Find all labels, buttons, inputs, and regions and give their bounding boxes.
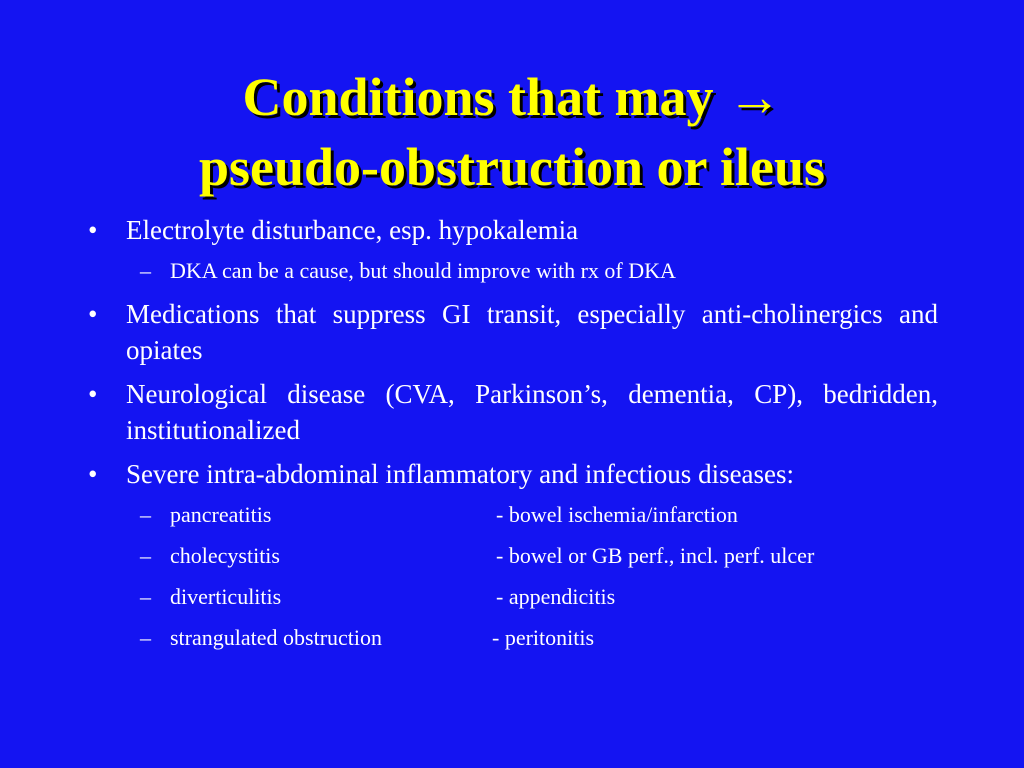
- bullet-item-neurological: [86, 376, 938, 448]
- bullet-item-intra-abdominal: [86, 456, 938, 492]
- bullet-icon: •: [88, 299, 98, 329]
- condition-left: strangulated obstruction: [170, 625, 383, 650]
- dash-icon: –: [140, 258, 151, 283]
- sub-item-pancreatitis: [86, 500, 938, 530]
- condition-left: pancreatitis: [170, 502, 272, 527]
- dash-icon: –: [140, 543, 151, 568]
- bullet-list: [86, 212, 938, 664]
- title-line-2: pseudo-obstruction or ileus: [198, 137, 826, 197]
- bullet-icon: •: [88, 215, 98, 245]
- sub-item-strangulated-obstruction: [86, 623, 938, 653]
- dash-icon: –: [140, 625, 151, 650]
- sub-item-dka: [86, 256, 938, 286]
- bullet-text: Electrolyte disturbance, esp. hypokalemia: [126, 215, 579, 245]
- title-line-1: [0, 62, 1024, 132]
- bullet-text: Medications that suppress GI transit, especially anti-cholinergics and opiates: [126, 299, 938, 365]
- condition-right: - bowel ischemia/infarction: [496, 502, 738, 527]
- bullet-text: Neurological disease (CVA, Parkinson’s, dementia, CP), bedridden, institutionalized: [126, 379, 938, 445]
- bullet-item-medications: [86, 296, 938, 368]
- condition-left: cholecystitis: [170, 543, 280, 568]
- bullet-text: Severe intra-abdominal inflammatory and infectious diseases:: [126, 459, 795, 489]
- sub-item-text: DKA can be a cause, but should improve with rx of DKA: [170, 258, 676, 283]
- dash-icon: –: [140, 584, 151, 609]
- sub-item-diverticulitis: [86, 582, 938, 612]
- condition-right: - peritonitis: [492, 625, 595, 650]
- bullet-item-electrolyte: [86, 212, 938, 248]
- title-text-1: Conditions that may: [242, 67, 714, 127]
- dash-icon: –: [140, 502, 151, 527]
- bullet-icon: •: [88, 459, 98, 489]
- bullet-icon: •: [88, 379, 98, 409]
- sub-item-cholecystitis: [86, 541, 938, 571]
- right-arrow-icon: →: [727, 67, 782, 127]
- condition-right: - bowel or GB perf., incl. perf. ulcer: [496, 543, 815, 568]
- condition-left: diverticulitis: [170, 584, 282, 609]
- slide-title: [0, 62, 1024, 202]
- condition-right: - appendicitis: [496, 584, 616, 609]
